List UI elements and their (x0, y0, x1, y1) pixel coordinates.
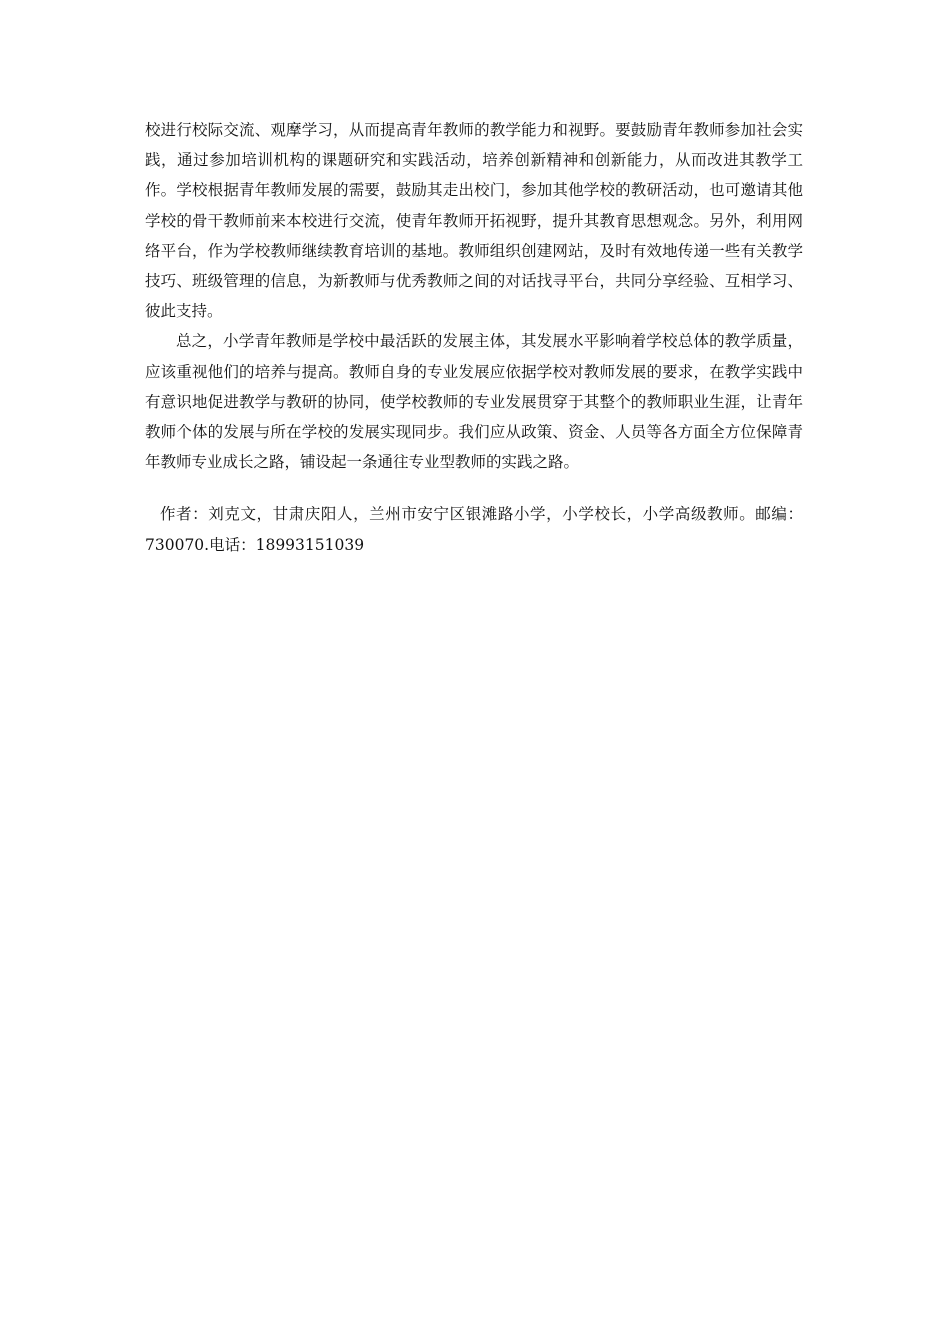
paragraph-conclusion: 总之，小学青年教师是学校中最活跃的发展主体，其发展水平影响着学校总体的教学质量，应该重视他们的培养与提高。教师自身的专业发展应依据学校对教师发展的要求，在教学实践中有意识地促进教学与教研的协同，使学校教师的专业发展贯穿于其整个的教师职业生涯，让青年教师个体的发展与所在学校的发展实现同步。我们应从政策、资金、人员等各方面全方位保障青年教师专业成长之路，铺设起一条通往专业型教师的实践之路。 (145, 332, 803, 472)
author-note: 作者：刘克文，甘肃庆阳人，兰州市安宁区银滩路小学，小学校长，小学高级教师。邮编：730070.电话：18993151039 (145, 505, 803, 554)
paragraph-continuation: 校进行校际交流、观摩学习，从而提高青年教师的教学能力和视野。要鼓励青年教师参加社会实践，通过参加培训机构的课题研究和实践活动，培养创新精神和创新能力，从而改进其教学工作。学校根据青年教师发展的需要，鼓励其走出校门，参加其他学校的教研活动，也可邀请其他学校的骨干教师前来本校进行交流，使青年教师开拓视野，提升其教育思想观念。另外，利用网络平台，作为学校教师继续教育培训的基地。教师组织创建网站，及时有效地传递一些有关教学技巧、班级管理的信息，为新教师与优秀教师之间的对话找寻平台，共同分享经验、互相学习、彼此支持。 (145, 121, 803, 321)
document-body (145, 115, 803, 560)
